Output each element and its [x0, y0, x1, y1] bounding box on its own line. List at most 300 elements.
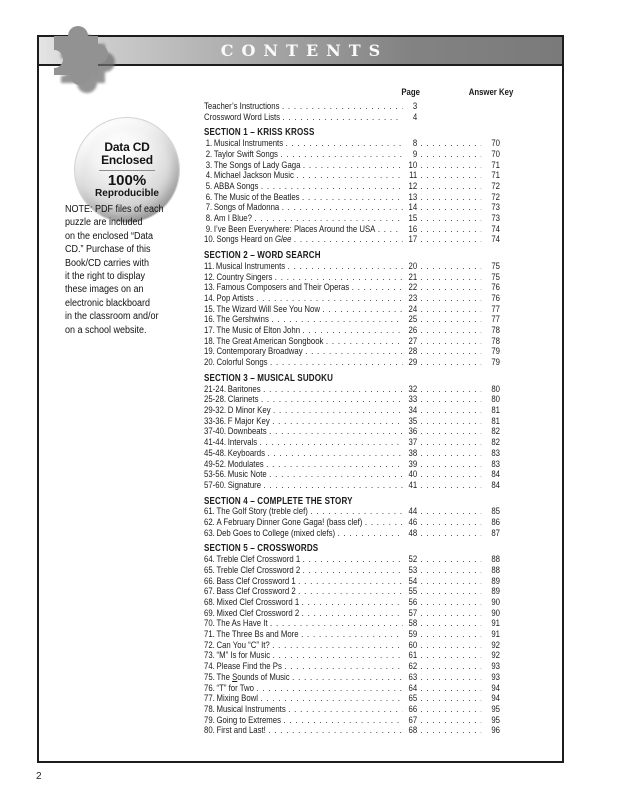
dot-leader: [261, 385, 403, 396]
toc-column-headers: [204, 87, 514, 102]
toc-item-title-text: Songs Heard on: [216, 234, 275, 246]
dot-leader: [282, 662, 403, 673]
toc-item-page: 21: [408, 271, 418, 283]
toc-item-page: 56: [408, 596, 418, 608]
toc-item-number: 4.: [205, 170, 213, 182]
dot-leader: [270, 417, 403, 428]
dot-leader: [417, 283, 481, 294]
dot-leader: [417, 337, 481, 348]
toc-item-number: 74.: [204, 661, 215, 673]
toc-item-page: 10: [408, 159, 418, 171]
toc-item-page: 48: [408, 527, 418, 539]
dot-leader: [323, 337, 402, 348]
toc-item-title: The Great American Songbook: [216, 335, 324, 347]
dot-leader: [417, 518, 481, 529]
dot-leader: [265, 449, 402, 460]
toc-item-answer-key: 84: [491, 479, 501, 491]
toc-item-title: The Gershwins: [216, 314, 269, 326]
toc-item-number: 69.: [204, 607, 215, 619]
dot-leader: [257, 438, 402, 449]
dot-leader: [417, 406, 481, 417]
toc-item-answer-key: 77: [491, 303, 501, 315]
note-line: on a school website.: [65, 324, 147, 336]
toc-row: [204, 673, 500, 684]
toc-item-answer-key: 82: [491, 437, 501, 449]
toc-item-answer-key: 92: [491, 650, 501, 662]
note-line: these images on an: [65, 284, 144, 296]
toc-item-page: 20: [408, 260, 418, 272]
toc-item-page: 11: [409, 170, 418, 182]
dot-leader: [300, 555, 402, 566]
toc-item-answer-key: 81: [491, 415, 501, 427]
dot-leader: [417, 566, 481, 577]
toc-item-page: 46: [408, 517, 418, 529]
toc-item-title: First and Last!: [216, 725, 266, 737]
toc-item-title: I’ve Been Everywhere: Places Around the USA: [213, 223, 376, 235]
toc-row: [204, 262, 500, 273]
dot-leader: [267, 470, 403, 481]
toc-item-answer-key: 80: [491, 394, 501, 406]
dot-leader: [290, 673, 403, 684]
toc-item-title: Michael Jackson Music: [213, 170, 294, 182]
toc-item-title: The Music of Elton John: [216, 325, 301, 337]
toc-item-page: 3: [412, 101, 418, 112]
toc-item-page: 4: [412, 111, 418, 123]
toc-item-title: Please Find the Ps: [216, 661, 282, 673]
toc-item-title: [216, 673, 289, 684]
dot-leader: [294, 171, 403, 182]
dot-leader: [417, 193, 481, 204]
toc-section-heading: SECTION 3 – MUSICAL SUDOKU: [204, 372, 334, 384]
toc-item-page: 24: [408, 303, 418, 315]
dot-leader: [299, 630, 403, 641]
dot-leader: [335, 529, 402, 540]
toc-item-answer-key: 78: [491, 325, 501, 337]
toc-item-number: 11.: [204, 260, 215, 272]
note-line: it the right to display: [65, 271, 146, 283]
dot-leader: [254, 684, 402, 695]
toc-item-answer-key: 81: [491, 404, 501, 416]
toc-item-answer-key: 74: [491, 223, 501, 235]
toc-item-title: Pop Artists: [216, 292, 254, 304]
toc-item-answer-key: 82: [491, 426, 501, 438]
toc-item-page: 14: [408, 202, 418, 214]
dot-leader: [417, 673, 481, 684]
toc-row: [204, 529, 500, 540]
toc-item-title: Can You “C” It?: [216, 639, 270, 651]
toc-item-title: Bass Clef Crossword 2: [216, 586, 296, 598]
toc-item-number: 8.: [205, 213, 213, 225]
table-of-contents: [204, 87, 514, 737]
dot-leader: [268, 358, 403, 369]
dot-leader: [417, 630, 481, 641]
dot-leader: [279, 203, 402, 214]
toc-item-number: 3.: [205, 159, 213, 171]
toc-item-answer-key: 83: [491, 458, 501, 470]
dot-leader: [417, 460, 481, 471]
puzzle-piece-icon: [46, 12, 120, 108]
dot-leader: [417, 358, 481, 369]
dot-leader: [417, 694, 481, 705]
note-line: on the enclosed “Data: [65, 230, 154, 242]
toc-item-answer-key: 80: [491, 383, 501, 395]
dot-leader: [300, 566, 402, 577]
dot-leader: [417, 347, 481, 358]
toc-item-answer-key: 84: [491, 469, 501, 481]
dot-leader: [303, 347, 403, 358]
toc-item-title: Famous Composers and Their Operas: [216, 282, 350, 294]
toc-item-number: 12.: [204, 271, 215, 283]
dot-leader: [261, 481, 402, 492]
toc-item-answer-key: 71: [491, 170, 501, 182]
toc-item-answer-key: 93: [491, 661, 501, 673]
toc-item-title: The Music of the Beatles: [213, 191, 300, 203]
dot-leader: [320, 305, 402, 316]
toc-item-number: 19.: [204, 346, 215, 358]
folio-page-number: 2: [36, 771, 42, 782]
toc-item-number: 65.: [204, 564, 215, 576]
toc-item-page: 26: [408, 325, 418, 337]
dot-leader: [417, 214, 481, 225]
note-line: puzzle are included: [65, 217, 143, 229]
toc-item-answer-key: 79: [491, 357, 501, 369]
toc-item-page: 57: [408, 607, 418, 619]
dot-leader: [417, 235, 481, 246]
toc-item-number: 41-44.: [204, 437, 227, 449]
toc-item-answer-key: 91: [491, 618, 501, 630]
toc-item-page: 29: [408, 357, 418, 369]
note-line: electronic blackboard: [65, 297, 151, 309]
toc-item-page: 34: [408, 404, 418, 416]
toc-item-page: 15: [408, 213, 418, 225]
toc-item-number: 5.: [205, 180, 213, 192]
dot-leader: [299, 609, 402, 620]
toc-item-number: 25-28.: [204, 394, 227, 406]
toc-item-title: Taylor Swift Songs: [213, 148, 278, 160]
toc-row: [204, 566, 500, 577]
dot-leader: [296, 587, 403, 598]
toc-item-answer-key: 90: [491, 607, 501, 619]
toc-item-page: 27: [408, 335, 418, 347]
toc-item-answer-key: 74: [491, 234, 501, 246]
toc-item-title: Modulates: [227, 458, 264, 470]
toc-item-number: 63.: [204, 527, 215, 539]
dot-leader: [266, 726, 403, 737]
toc-item-number: 75.: [204, 671, 215, 683]
toc-item-title: Clarinets: [227, 394, 259, 406]
toc-row: [204, 481, 500, 492]
dot-leader: [417, 427, 481, 438]
toc-item-answer-key: 70: [491, 148, 501, 160]
dot-leader: [283, 139, 402, 150]
dot-leader: [417, 161, 481, 172]
toc-item-page: 23: [408, 292, 418, 304]
toc-item-page: 68: [408, 725, 418, 737]
dot-leader: [291, 235, 402, 246]
toc-item-page: 54: [408, 575, 418, 587]
toc-item-answer-key: 73: [491, 213, 501, 225]
toc-item-answer-key: 95: [491, 714, 501, 726]
badge-line-2: Enclosed: [101, 153, 153, 167]
toc-item-number: 18.: [204, 335, 215, 347]
toc-item-number: 72.: [204, 639, 215, 651]
toc-item-title: The Three Bs and More: [216, 629, 299, 641]
toc-item-page: 9: [412, 148, 418, 160]
dot-leader: [417, 273, 481, 284]
toc-item-number: 70.: [204, 618, 215, 630]
toc-item-answer-key: 83: [491, 447, 501, 459]
toc-item-number: 16.: [204, 314, 215, 326]
dot-leader: [258, 395, 402, 406]
toc-item-number: 77.: [204, 693, 215, 705]
toc-item-page: 39: [408, 458, 418, 470]
toc-item-number: 79.: [204, 714, 215, 726]
toc-item-title: The Golf Story (treble clef): [216, 506, 308, 518]
toc-item-title: Intervals: [227, 437, 258, 449]
toc-item-page: 66: [408, 703, 418, 715]
dot-leader: [270, 651, 402, 662]
toc-item-page: 13: [408, 191, 418, 203]
dot-leader: [417, 449, 481, 460]
badge-reproducible: Reproducible: [95, 187, 159, 199]
dot-leader: [417, 150, 481, 161]
toc-rows: [204, 102, 500, 737]
toc-item-title: The Songs of Lady Gaga: [213, 159, 301, 171]
toc-item-title: Musical Instruments: [216, 703, 286, 715]
toc-item-number: 53-56.: [204, 469, 227, 481]
dot-leader: [417, 716, 481, 727]
toc-item-answer-key: 88: [491, 554, 501, 566]
dot-leader: [417, 315, 481, 326]
toc-item-answer-key: 75: [491, 260, 501, 272]
toc-item-answer-key: 96: [491, 725, 501, 737]
toc-item-number: 6.: [205, 191, 213, 203]
dot-leader: [270, 641, 403, 652]
dot-leader: [267, 427, 403, 438]
dot-leader: [417, 619, 481, 630]
toc-item-answer-key: 73: [491, 202, 501, 214]
toc-item-answer-key: 94: [491, 693, 501, 705]
page-title: CONTENTS: [220, 41, 389, 60]
dot-leader: [281, 716, 402, 727]
dot-leader: [286, 705, 403, 716]
dot-leader: [417, 481, 481, 492]
page-frame: [37, 35, 564, 763]
dot-leader: [417, 507, 481, 518]
toc-item-page: 53: [408, 564, 418, 576]
dot-leader: [417, 262, 481, 273]
dot-leader: [417, 294, 481, 305]
toc-item-title: “M” Is for Music: [216, 650, 271, 662]
note-line: NOTE: PDF files of each: [65, 204, 164, 215]
toc-item-answer-key: 89: [491, 575, 501, 587]
toc-item-page: 61: [408, 650, 418, 662]
toc-section-heading: SECTION 1 – KRISS KROSS: [204, 127, 315, 139]
dot-leader: [296, 577, 403, 588]
toc-item-number: 67.: [204, 586, 215, 598]
toc-item-number: 20.: [204, 357, 215, 369]
toc-item-answer-key: 92: [491, 639, 501, 651]
dot-leader: [417, 203, 481, 214]
toc-item-answer-key: 85: [491, 506, 501, 518]
toc-item-page: 65: [408, 693, 418, 705]
toc-item-title: Musical Instruments: [215, 260, 286, 272]
toc-item-title: A February Dinner Gone Gaga! (bass clef): [216, 517, 363, 529]
toc-item-answer-key: 90: [491, 596, 501, 608]
toc-item-title: Songs of Madonna: [213, 202, 280, 214]
note-line: in the classroom and/or: [65, 311, 159, 323]
toc-section-heading: SECTION 2 – WORD SEARCH: [204, 250, 321, 262]
toc-item-number: 13.: [204, 282, 215, 294]
toc-item-title: Contemporary Broadway: [216, 346, 303, 358]
toc-item-answer-key: 93: [491, 671, 501, 683]
toc-item-title: Treble Clef Crossword 1: [216, 554, 301, 566]
toc-item-title: Treble Clef Crossword 2: [216, 564, 301, 576]
toc-item-number: 21-24.: [204, 383, 227, 395]
note-line: CD.” Purchase of this: [65, 244, 151, 256]
toc-item-page: 32: [408, 383, 418, 395]
toc-item-number: 37-40.: [204, 426, 227, 438]
toc-item-page: 16: [408, 223, 418, 235]
toc-item-number: 49-52.: [204, 458, 227, 470]
dot-leader: [417, 726, 481, 737]
toc-item-page: 67: [408, 714, 418, 726]
toc-item-title-text: The: [216, 671, 233, 683]
toc-item-page: 58: [408, 618, 418, 630]
toc-item-page: 25: [408, 314, 418, 326]
badge-divider: [99, 170, 155, 171]
toc-row: [204, 150, 500, 161]
toc-item-page: 38: [408, 447, 418, 459]
dot-leader: [299, 598, 402, 609]
dot-leader: [278, 150, 403, 161]
toc-item-answer-key: 89: [491, 586, 501, 598]
toc-item-title-italic: Glee: [274, 234, 292, 246]
toc-item-answer-key: 91: [491, 629, 501, 641]
toc-item-title: Country Singers: [216, 271, 273, 283]
toc-item-title: Baritones: [227, 383, 261, 395]
toc-item-number: 71.: [204, 629, 215, 641]
toc-item-page: 35: [408, 415, 418, 427]
dot-leader: [417, 705, 481, 716]
toc-item-page: 33: [408, 394, 418, 406]
toc-item-title: Mixed Clef Crossword 2: [216, 607, 300, 619]
dot-leader: [417, 529, 481, 540]
toc-item-number: 33-36.: [204, 415, 227, 427]
dot-leader: [417, 598, 481, 609]
toc-row: [204, 358, 500, 369]
dot-leader: [300, 193, 403, 204]
toc-item-title: Deb Goes to College (mixed clefs): [216, 527, 336, 539]
toc-item-page: 64: [408, 682, 418, 694]
toc-item-page: 17: [408, 234, 418, 246]
dot-leader: [417, 385, 481, 396]
toc-item-title: Colorful Songs: [216, 357, 268, 369]
dot-leader: [417, 662, 481, 673]
dot-leader: [279, 102, 402, 113]
toc-item-page: 12: [408, 180, 418, 192]
dot-leader: [417, 651, 481, 662]
toc-item-number: 9.: [205, 223, 213, 235]
toc-item-title: Am I Blue?: [213, 213, 252, 225]
toc-item-answer-key: 76: [491, 282, 501, 294]
toc-item-page: 60: [408, 639, 418, 651]
dot-leader: [417, 470, 481, 481]
dot-leader: [417, 225, 481, 236]
toc-item-number: 45-48.: [204, 447, 227, 459]
dot-leader: [417, 417, 481, 428]
toc-item-title: Crossword Word Lists: [204, 111, 281, 123]
note-line: Book/CD carries with: [65, 257, 150, 269]
toc-item-number: 29-32.: [204, 404, 227, 416]
cd-note-text: [65, 203, 182, 337]
dot-leader: [417, 139, 481, 150]
dot-leader: [271, 406, 403, 417]
toc-item-title: Musical Instruments: [213, 138, 284, 150]
toc-item-title-text: ounds of Music: [237, 671, 290, 683]
dot-leader: [417, 305, 481, 316]
dot-leader: [264, 460, 403, 471]
toc-item-number: 76.: [204, 682, 215, 694]
dot-leader: [417, 684, 481, 695]
page-column-header: Page: [401, 87, 420, 98]
toc-item-title: The Wizard Will See You Now: [216, 303, 320, 315]
toc-item-answer-key: 70: [491, 138, 501, 150]
toc-item-answer-key: 77: [491, 314, 501, 326]
toc-item-number: 17.: [204, 325, 215, 337]
toc-item-title: [216, 235, 291, 246]
toc-item-number: 73.: [204, 650, 215, 662]
toc-item-answer-key: 86: [491, 517, 501, 529]
toc-item-title: F Major Key: [227, 415, 270, 427]
toc-item-title: Teacher’s Instructions: [204, 101, 280, 112]
toc-item-answer-key: 95: [491, 703, 501, 715]
dot-leader: [417, 587, 481, 598]
toc-item-number: 2.: [205, 148, 213, 160]
toc-item-title: Bass Clef Crossword 1: [216, 575, 296, 587]
toc-section-heading: SECTION 4 – COMPLETE THE STORY: [204, 495, 353, 507]
dot-leader: [375, 225, 402, 236]
toc-item-number: 1.: [205, 138, 213, 150]
toc-item-page: 22: [408, 282, 418, 294]
toc-item-page: 62: [408, 661, 418, 673]
toc-item-number: 80.: [204, 725, 215, 737]
toc-item-answer-key: 72: [491, 180, 501, 192]
dot-leader: [417, 171, 481, 182]
toc-item-title: D Minor Key: [227, 404, 271, 416]
toc-section-heading: SECTION 5 – CROSSWORDS: [204, 543, 319, 555]
toc-item-answer-key: 72: [491, 191, 501, 203]
dot-leader: [417, 438, 481, 449]
toc-item-number: 68.: [204, 596, 215, 608]
dot-leader: [349, 283, 402, 294]
answer-key-column-header: Answer Key: [468, 87, 514, 98]
dot-leader: [417, 609, 481, 620]
toc-item-title: ABBA Songs: [213, 180, 259, 192]
badge-line-1: Data CD: [104, 139, 150, 154]
toc-item-number: 64.: [204, 554, 215, 566]
dot-leader: [417, 577, 481, 588]
dot-leader: [280, 113, 402, 124]
toc-item-title: Mixed Clef Crossword 1: [216, 596, 300, 608]
toc-item-answer-key: 76: [491, 292, 501, 304]
toc-item-title: Keyboards: [227, 447, 265, 459]
toc-item-number: 15.: [204, 303, 215, 315]
toc-item-number: 62.: [204, 517, 215, 529]
dot-leader: [417, 182, 481, 193]
dot-leader: [417, 641, 481, 652]
toc-item-page: 37: [408, 437, 418, 449]
